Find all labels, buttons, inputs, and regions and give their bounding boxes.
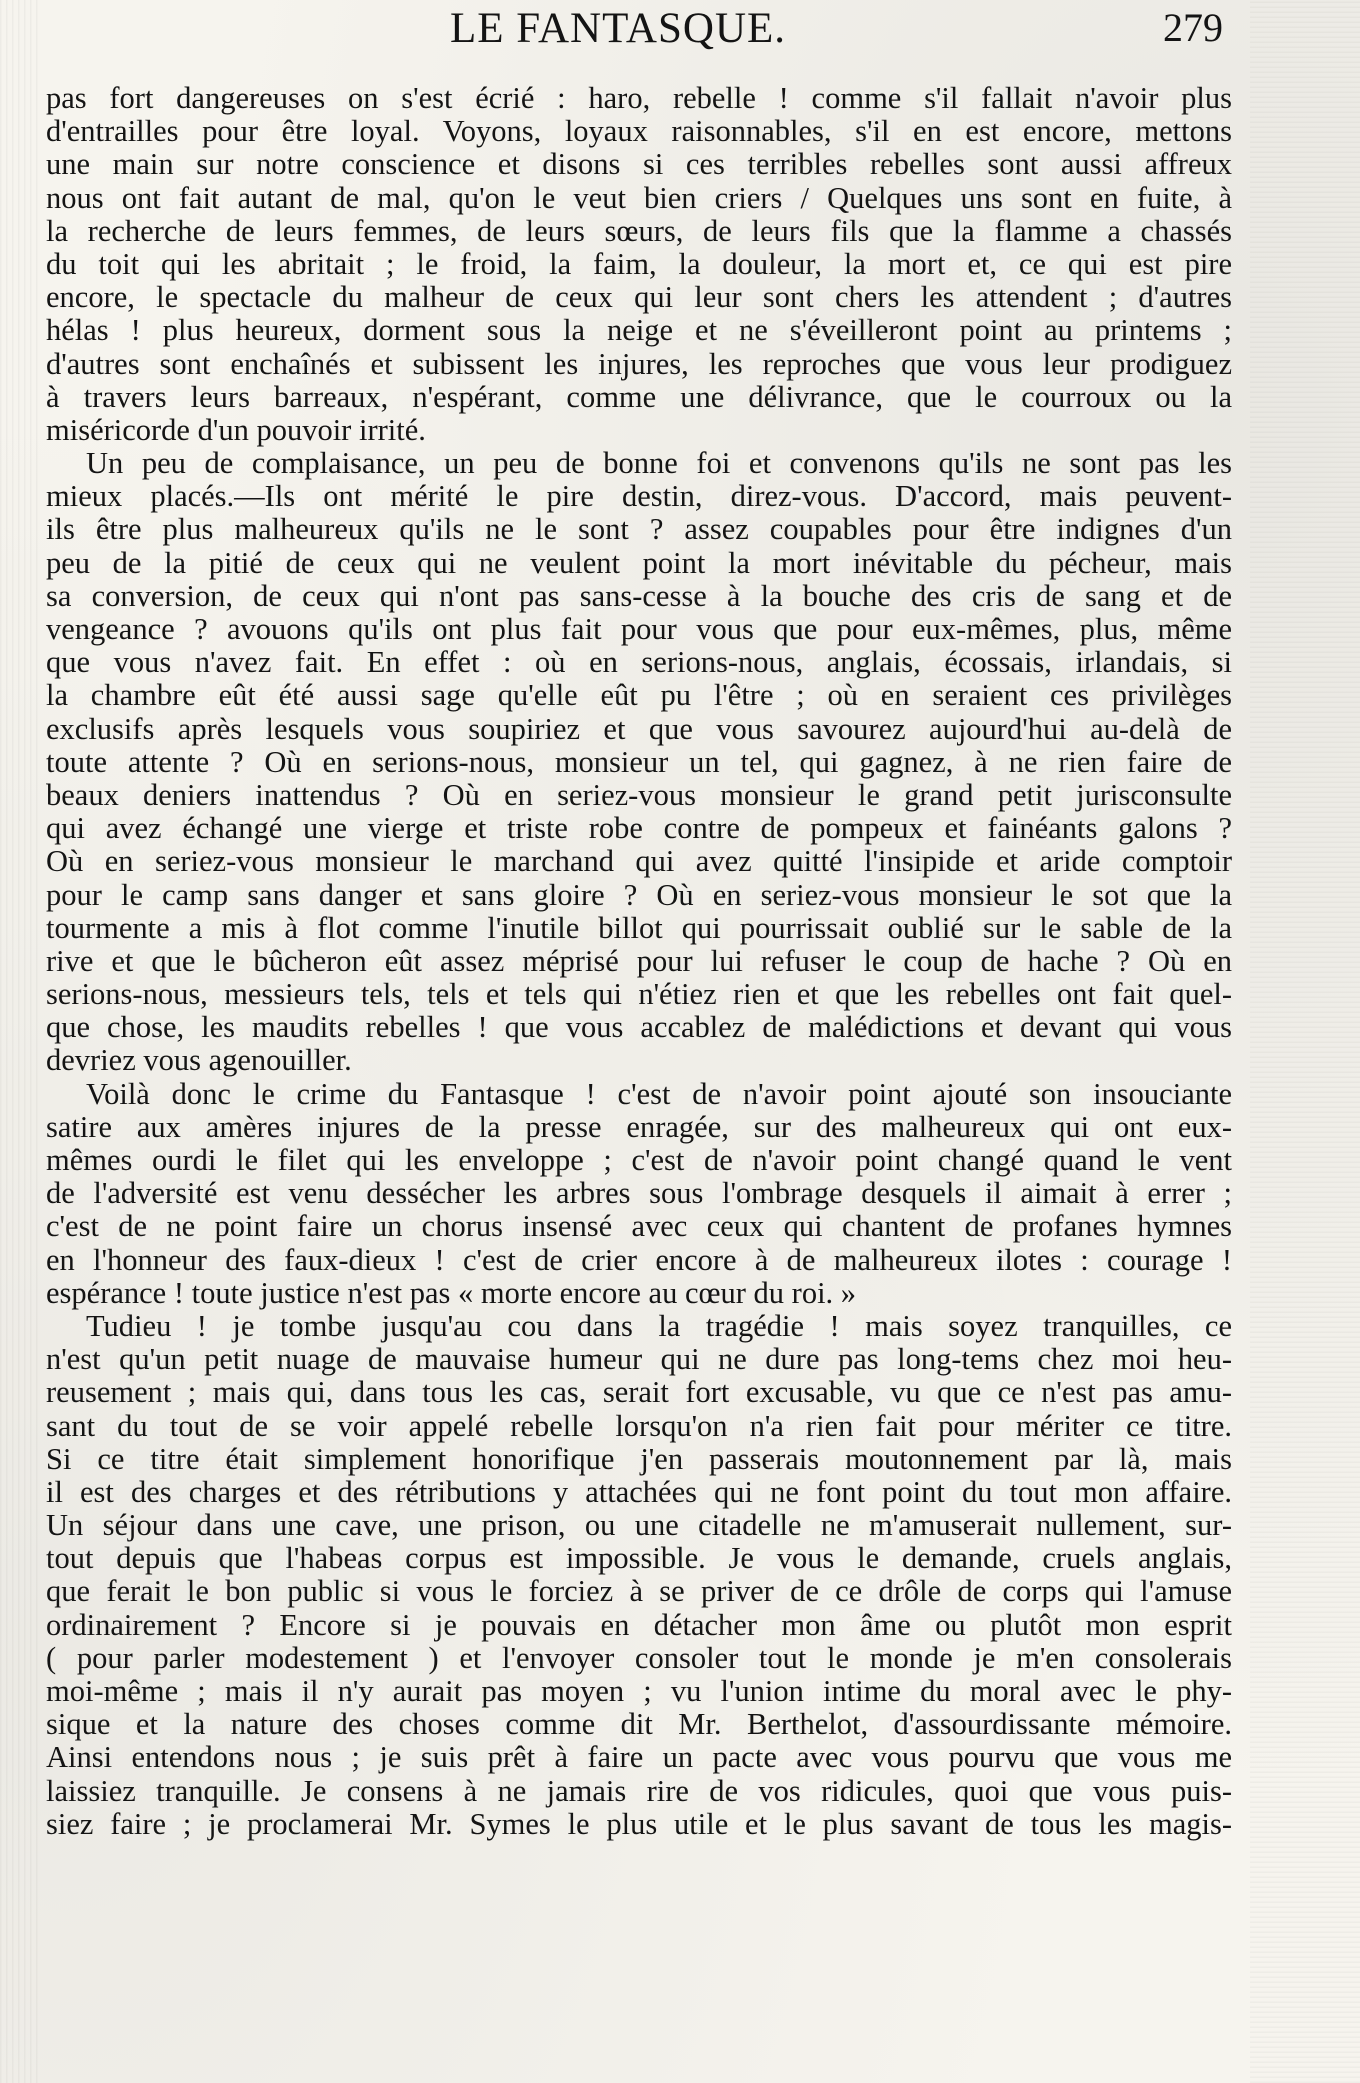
text-line: tourmente a mis à flot comme l'inutile billot qui pourrissait oublié sur le sable de la bbox=[46, 911, 1232, 945]
text-line: Un séjour dans une cave, une prison, ou une citadelle ne m'amuserait nullement, sur- bbox=[46, 1509, 1232, 1543]
body-text bbox=[46, 82, 1232, 1841]
paragraph-start-line: Tudieu ! je tombe jusqu'au cou dans la tragédie ! mais soyez tranquilles, ce bbox=[86, 1309, 1232, 1343]
text-line: Si ce titre était simplement honorifique j'en passerais moutonnement par là, mais bbox=[46, 1442, 1232, 1476]
text-line: ordinairement ? Encore si je pouvais en détacher mon âme ou plutôt mon esprit bbox=[46, 1608, 1232, 1642]
text-line: sique et la nature des choses comme dit Mr. Berthelot, d'assourdissante mémoire. bbox=[46, 1708, 1232, 1742]
text-line: vengeance ? avouons qu'ils ont plus fait pour vous que pour eux-mêmes, plus, même bbox=[46, 613, 1232, 646]
text-line: rive et que le bûcheron eût assez méprisé pour lui refuser le coup de hache ? Où en bbox=[46, 944, 1232, 978]
paragraph-start-line: Voilà donc le crime du Fantasque ! c'est de n'avoir point ajouté son insouciante bbox=[86, 1077, 1232, 1111]
text-line: une main sur notre conscience et disons si ces terribles rebelles sont aussi affreux bbox=[46, 148, 1232, 182]
text-line: pas fort dangereuses on s'est écrié : haro, rebelle ! comme s'il fallait n'avoir plus bbox=[46, 82, 1232, 115]
text-line: sant du tout de se voir appelé rebelle lorsqu'on n'a rien fait pour mériter ce titre. bbox=[46, 1409, 1232, 1443]
text-line: hélas ! plus heureux, dorment sous la neige et ne s'éveilleront point au printems ; bbox=[46, 314, 1232, 348]
text-line: moi-même ; mais il n'y aurait pas moyen ; vu l'union intime du moral avec le phy- bbox=[46, 1675, 1232, 1708]
paragraph-start-line: Un peu de complaisance, un peu de bonne foi et convenons qu'ils ne sont pas les bbox=[86, 447, 1232, 481]
text-line: d'autres sont enchaînés et subissent les injures, les reproches que vous leur prodiguez bbox=[46, 347, 1232, 381]
text-line: du toit qui les abritait ; le froid, la faim, la douleur, la mort et, ce qui est pire bbox=[46, 247, 1232, 281]
text-line: exclusifs après lesquels vous soupiriez et que vous savourez aujourd'hui au-delà de bbox=[46, 712, 1232, 746]
text-line: peu de la pitié de ceux qui ne veulent point la mort inévitable du pécheur, mais bbox=[46, 546, 1232, 580]
text-line: miséricorde d'un pouvoir irrité. bbox=[46, 413, 426, 447]
running-title: LE FANTASQUE. bbox=[450, 5, 787, 52]
text-line: siez faire ; je proclamerai Mr. Symes le plus utile et le plus savant de tous les magis- bbox=[46, 1807, 1232, 1841]
text-line: tout depuis que l'habeas corpus est impossible. Je vous le demande, cruels anglais, bbox=[46, 1542, 1232, 1576]
page-number: 279 bbox=[1163, 5, 1223, 50]
text-line: c'est de ne point faire un chorus insensé avec ceux qui chantent de profanes hymnes bbox=[46, 1210, 1232, 1244]
text-line: beaux deniers inattendus ? Où en seriez-vous monsieur le grand petit jurisconsulte bbox=[46, 778, 1232, 812]
text-line: en l'honneur des faux-dieux ! c'est de crier encore à de malheureux ilotes : courage ! bbox=[46, 1243, 1232, 1277]
text-line: mieux placés.—Ils ont mérité le pire destin, direz-vous. D'accord, mais peuvent- bbox=[46, 480, 1232, 514]
text-line: devriez vous agenouiller. bbox=[46, 1044, 352, 1078]
text-line: nous ont fait autant de mal, qu'on le veut bien criers / Quelques uns sont en fuite, à bbox=[46, 181, 1232, 215]
scan-noise-right bbox=[1250, 0, 1360, 2083]
text-line: la chambre eût été aussi sage qu'elle eût pu l'être ; où en seraient ces privilèges bbox=[46, 679, 1232, 713]
text-line: serions-nous, messieurs tels, tels et tels qui n'étiez rien et que les rebelles ont fait quel- bbox=[46, 978, 1232, 1012]
text-line: sa conversion, de ceux qui n'ont pas sans-cesse à la bouche des cris de sang et de bbox=[46, 579, 1232, 613]
text-line: satire aux amères injures de la presse enragée, sur des malheureux qui ont eux- bbox=[46, 1110, 1232, 1144]
text-line: Où en seriez-vous monsieur le marchand qui avez quitté l'insipide et aride comptoir bbox=[46, 845, 1232, 879]
text-line: de l'adversité est venu dessécher les arbres sous l'ombrage desquels il aimait à errer ; bbox=[46, 1177, 1232, 1211]
text-line: la recherche de leurs femmes, de leurs sœurs, de leurs fils que la flamme a chassés bbox=[46, 214, 1232, 248]
text-line: qui avez échangé une vierge et triste robe contre de pompeux et fainéants galons ? bbox=[46, 812, 1232, 846]
text-line: mêmes ourdi le filet qui les enveloppe ; c'est de n'avoir point changé quand le vent bbox=[46, 1144, 1232, 1177]
text-line: encore, le spectacle du malheur de ceux qui leur sont chers les attendent ; d'autres bbox=[46, 281, 1232, 315]
text-line: que chose, les maudits rebelles ! que vous accablez de malédictions et devant qui vous bbox=[46, 1011, 1232, 1045]
text-line: d'entrailles pour être loyal. Voyons, loyaux raisonnables, s'il en est encore, mettons bbox=[46, 115, 1232, 149]
text-line: ( pour parler modestement ) et l'envoyer consoler tout le monde je m'en consolerais bbox=[46, 1641, 1232, 1675]
text-line: pour le camp sans danger et sans gloire ? Où en seriez-vous monsieur le sot que la bbox=[46, 878, 1232, 912]
text-line: Ainsi entendons nous ; je suis prêt à faire un pacte avec vous pourvu que vous me bbox=[46, 1741, 1232, 1775]
text-line: espérance ! toute justice n'est pas « morte encore au cœur du roi. » bbox=[46, 1276, 857, 1310]
text-line: reusement ; mais qui, dans tous les cas, serait fort excusable, vu que ce n'est pas amu- bbox=[46, 1376, 1232, 1410]
text-line: que vous n'avez fait. En effet : où en serions-nous, anglais, écossais, irlandais, si bbox=[46, 646, 1232, 680]
text-line: ils être plus malheureux qu'ils ne le sont ? assez coupables pour être indignes d'un bbox=[46, 513, 1232, 547]
page-header bbox=[0, 4, 1360, 60]
text-line: toute attente ? Où en serions-nous, monsieur un tel, qui gagnez, à ne rien faire de bbox=[46, 745, 1232, 779]
text-line: que ferait le bon public si vous le forciez à se priver de ce drôle de corps qui l'amuse bbox=[46, 1575, 1232, 1609]
text-line: il est des charges et des rétributions y attachées qui ne font point du tout mon affaire. bbox=[46, 1475, 1232, 1509]
scan-noise-left bbox=[0, 0, 40, 2083]
text-line: n'est qu'un petit nuage de mauvaise humeur qui ne dure pas long-tems chez moi heu- bbox=[46, 1343, 1232, 1377]
text-line: laissiez tranquille. Je consens à ne jamais rire de vos ridicules, quoi que vous puis- bbox=[46, 1774, 1232, 1808]
text-line: à travers leurs barreaux, n'espérant, comme une délivrance, que le courroux ou la bbox=[46, 380, 1232, 414]
